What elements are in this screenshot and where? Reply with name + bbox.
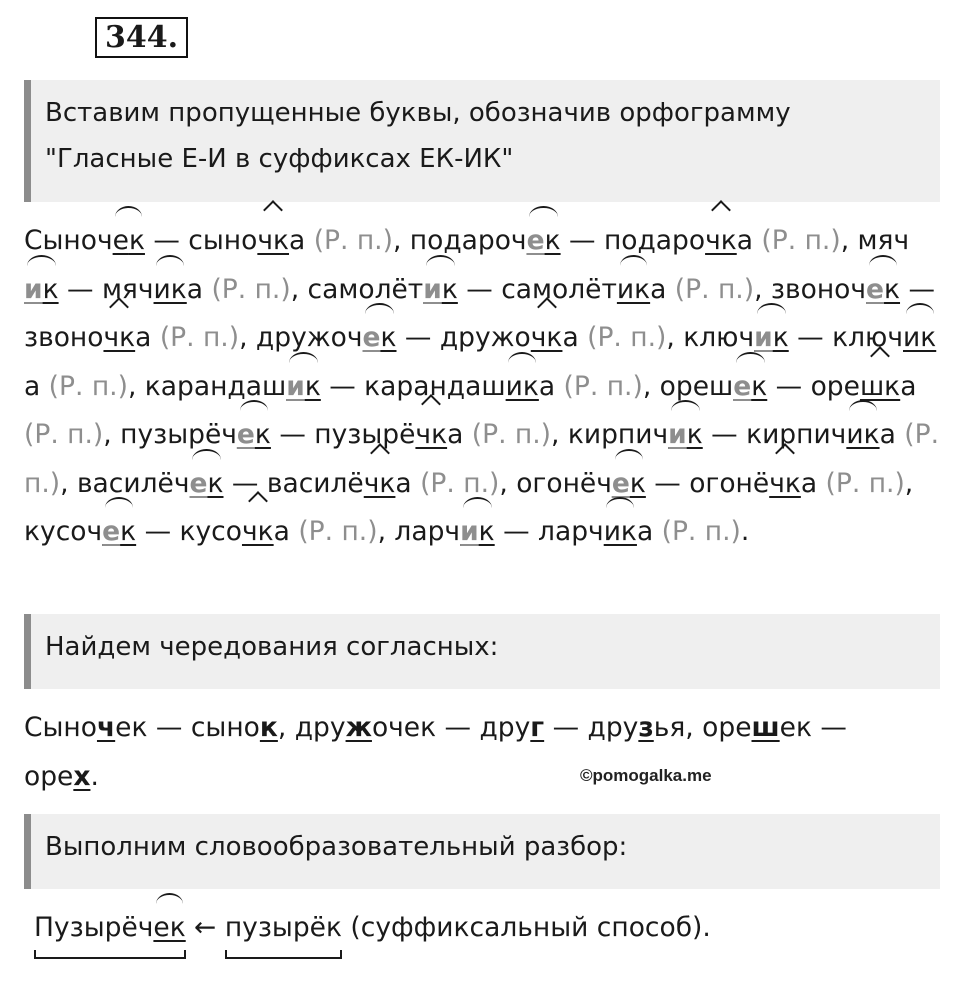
heading-line-2: "Гласные Е-И в суффиксах ЕК-ИК"	[45, 144, 514, 174]
section-heading-word-formation	[24, 814, 940, 889]
alternation-answer-text: Сыночек — сынок, дружочек — друг — друзья, орешек — орех.	[24, 712, 847, 792]
suffix-mark: ек	[153, 904, 185, 953]
derivation-arrow: ←	[194, 912, 217, 943]
heading-text: Выполним словообразовательный разбор:	[45, 832, 628, 862]
word-formation-answer	[34, 904, 949, 953]
watermark: ©pomogalka.me	[580, 766, 712, 785]
exercise-number: 344.	[95, 17, 188, 58]
section-heading-alternation	[24, 614, 940, 689]
source-word-stem: пузырёк	[225, 904, 342, 953]
spelling-answer-text: Сыночек — сыночка (Р. п.), подарочек — подарочка (Р. п.), мячик — мячика (Р. п.), самолётик — самолётика (Р. п.), звоночек — звоночка (Р. п.), дружочек — дружочка (Р. п.), ключик — ключика (Р. п.), карандашик — карандашика (Р. п.), орешек — орешка (Р. п.), пузырёчек — пузырёчка (Р. п.), кирпичик — кирпичика (Р. п.), василёчек — василёчка (Р. п.), огонёчек — огонёчка (Р. п.), кусочек — кусочка (Р. п.), ларчик — ларчика (Р. п.).	[24, 217, 939, 557]
derived-word-stem: Пузырёчек	[34, 904, 186, 953]
section-heading-spelling	[24, 80, 940, 202]
derivation-method: (суффиксальный способ).	[350, 912, 711, 943]
heading-line-1: Вставим пропущенные буквы, обозначив орфограмму	[45, 98, 791, 128]
heading-text: Найдем чередования согласных:	[45, 632, 499, 662]
